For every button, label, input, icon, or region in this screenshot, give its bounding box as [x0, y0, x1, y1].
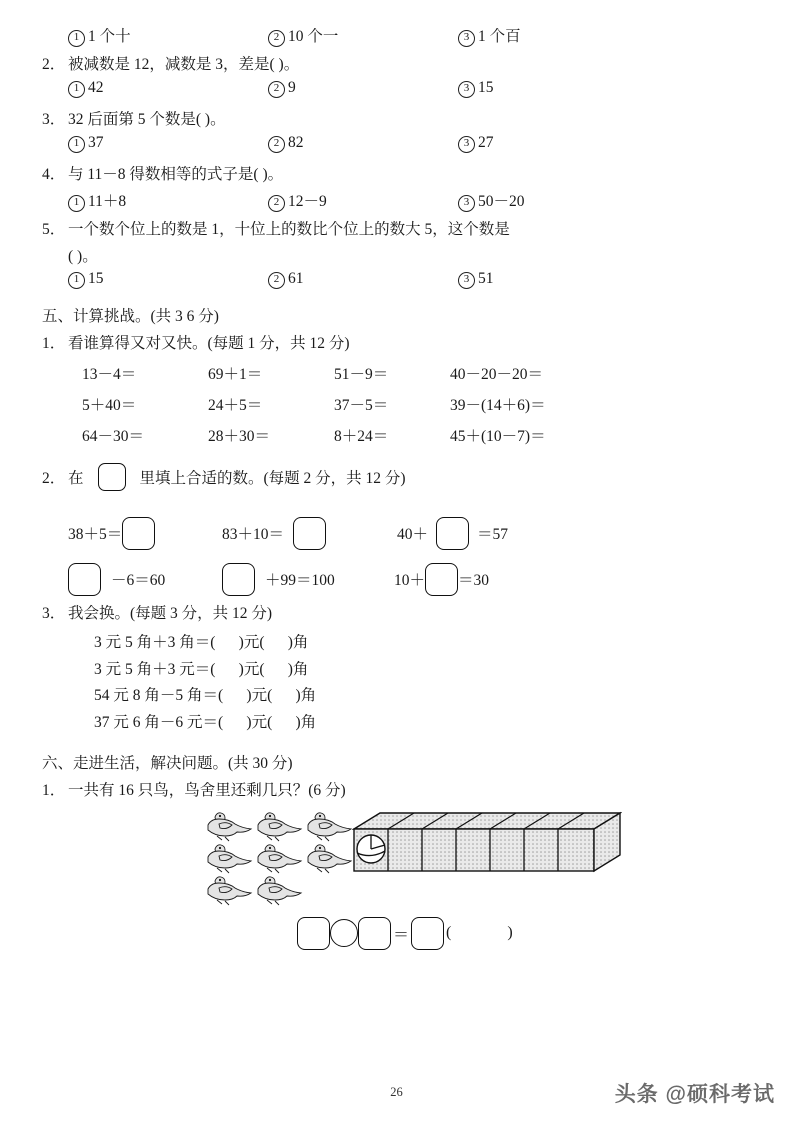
circled-number-1-icon: 1 [68, 30, 85, 47]
bird-icon [205, 875, 253, 906]
arithmetic-problem[interactable]: 24＋5＝ [208, 396, 263, 414]
option-a[interactable] [68, 270, 104, 289]
option-c-label: 1 个百 [478, 28, 521, 45]
subsection-title: 看谁算得又对又快。(每题 1 分，共 12 分) [68, 334, 350, 352]
arithmetic-row [68, 424, 662, 455]
circled-number-1-icon: 1 [68, 136, 85, 153]
bird-icon [255, 811, 303, 842]
option-a-label: 37 [88, 134, 104, 152]
answer-box[interactable] [222, 563, 255, 596]
arithmetic-problem[interactable]: 45＋(10－7)＝ [450, 427, 546, 445]
option-c[interactable] [458, 79, 494, 98]
circled-number-1-icon: 1 [68, 81, 85, 98]
fill-item-4 [68, 563, 165, 596]
expression-suffix: ＋99＝100 [265, 572, 335, 590]
bird-problem-illustration [42, 809, 662, 969]
answer-box[interactable] [98, 463, 126, 491]
option-a[interactable] [68, 79, 104, 98]
arithmetic-problem[interactable]: 13－4＝ [82, 365, 137, 383]
option-b-label: 10 个一 [288, 28, 339, 45]
arithmetic-problem[interactable]: 51－9＝ [334, 365, 389, 383]
page-number: 26 [390, 1085, 403, 1099]
option-b-label: 12－9 [288, 193, 327, 211]
question-5 [42, 217, 662, 242]
answer-box[interactable] [293, 517, 326, 550]
option-b[interactable] [268, 24, 338, 47]
option-a[interactable] [68, 24, 131, 47]
fill-box-grid [42, 505, 662, 601]
circled-number-3-icon: 3 [458, 30, 475, 47]
circled-number-3-icon: 3 [458, 272, 475, 289]
question-text: 一共有 16 只鸟，鸟舍里还剩几只？(6 分) [68, 781, 346, 799]
option-c[interactable] [458, 189, 525, 212]
option-c-label: 27 [478, 134, 494, 152]
option-a[interactable] [68, 189, 126, 212]
section-five-sub3-title [42, 601, 662, 626]
bird-row [205, 843, 355, 875]
circled-number-1-icon: 1 [68, 272, 85, 289]
arithmetic-problem[interactable]: 69＋1＝ [208, 365, 263, 383]
section-six-heading: 六、走进生活，解决问题。(共 30 分) [42, 754, 293, 772]
option-b[interactable] [268, 270, 304, 289]
question-number: 5． [42, 221, 66, 239]
question-4-options [42, 189, 662, 216]
bird-row [205, 811, 355, 843]
bird-icon [255, 875, 303, 906]
fill-item-2 [222, 517, 326, 550]
expression-suffix: －6＝60 [111, 572, 166, 590]
question-4 [42, 162, 662, 187]
question-3 [42, 107, 662, 132]
arithmetic-problem[interactable]: 39－(14＋6)＝ [450, 396, 546, 414]
fill-item-5 [222, 563, 335, 596]
arithmetic-problem[interactable]: 8＋24＝ [334, 427, 389, 445]
subsection-number: 3． [42, 604, 66, 622]
unit-parentheses[interactable]: ( ) [446, 924, 539, 942]
expression-prefix: 83＋10＝ [222, 526, 285, 544]
option-c-label: 50－20 [478, 193, 525, 211]
section-five-heading: 五、计算挑战。(共 3 6 分) [42, 307, 219, 325]
money-conversion-row[interactable]: 37 元 6 角－6 元＝( )元( )角 [94, 713, 317, 731]
circled-number-3-icon: 3 [458, 136, 475, 153]
answer-box[interactable] [122, 517, 155, 550]
circled-number-2-icon: 2 [268, 30, 285, 47]
question-text: 与 11－8 得数相等的式子是( )。 [68, 166, 284, 184]
circled-number-2-icon: 2 [268, 272, 285, 289]
arithmetic-problem[interactable]: 64－30＝ [82, 427, 145, 445]
money-conversion-list [42, 630, 662, 737]
watermark: 头条 @硕科考试 [614, 1083, 775, 1106]
circled-number-1-icon: 1 [68, 195, 85, 212]
circled-number-2-icon: 2 [268, 195, 285, 212]
equals-sign: ＝ [393, 926, 410, 944]
bird-row [205, 875, 355, 907]
money-conversion-row[interactable]: 3 元 5 角＋3 元＝( )元( )角 [94, 660, 309, 678]
subsection-number: 2． [42, 469, 66, 487]
option-a-label: 11＋8 [88, 193, 127, 211]
expression-prefix: 10＋ [394, 572, 426, 590]
question-number: 2． [42, 56, 66, 73]
option-c-label: 51 [478, 269, 494, 287]
bird-icon [305, 811, 353, 842]
circled-number-2-icon: 2 [268, 136, 285, 153]
circled-number-3-icon: 3 [458, 81, 475, 98]
arithmetic-grid [42, 362, 662, 455]
question-5-continuation: ( )。 [68, 248, 98, 266]
bird-icon [305, 843, 353, 874]
expression-prefix: 40＋ [397, 526, 429, 544]
circled-number-3-icon: 3 [458, 195, 475, 212]
option-a-label: 42 [88, 79, 104, 97]
question-text: 被减数是 12，减数是 3，差是( )。 [68, 56, 300, 73]
circled-number-2-icon: 2 [268, 81, 285, 98]
worksheet-content [42, 24, 662, 969]
question-text: 32 后面第 5 个数是( )。 [68, 111, 226, 129]
expression-suffix: ＝30 [458, 572, 490, 590]
fill-item-6 [394, 563, 489, 596]
option-c[interactable] [458, 24, 521, 47]
option-b-label: 9 [288, 79, 296, 97]
option-b-label: 61 [288, 269, 304, 287]
arithmetic-problem[interactable]: 5＋40＝ [82, 396, 137, 414]
question-2-options [42, 79, 662, 106]
expression-prefix: 38＋5＝ [68, 526, 123, 544]
money-conversion-row[interactable]: 54 元 8 角－5 角＝( )元( )角 [94, 687, 317, 705]
birds-group [205, 811, 355, 907]
answer-box[interactable] [68, 563, 101, 596]
option-a-label: 15 [88, 269, 104, 287]
question-3-options [42, 134, 662, 161]
arithmetic-row [68, 393, 662, 424]
arithmetic-problem[interactable]: 40－20－20＝ [450, 365, 544, 383]
question-5-options [42, 270, 662, 297]
answer-box[interactable] [358, 917, 391, 950]
bird-icon [255, 843, 303, 874]
option-b[interactable] [268, 79, 296, 98]
question-number: 3． [42, 111, 66, 129]
question-number: 1． [42, 781, 66, 799]
birdhouse-icon [352, 811, 622, 889]
option-c[interactable] [458, 134, 494, 153]
section-six-question-1 [42, 778, 662, 803]
question-number: 4． [42, 166, 66, 184]
fill-item-3 [397, 517, 508, 550]
question-1-options [42, 24, 662, 51]
money-conversion-row[interactable]: 3 元 5 角＋3 角＝( )元( )角 [94, 633, 309, 651]
arithmetic-row [68, 362, 662, 393]
question-text: 一个数个位上的数是 1，十位上的数比个位上的数大 5，这个数是 [68, 221, 510, 239]
operator-circle-box[interactable] [330, 919, 358, 947]
question-2 [42, 52, 662, 77]
expression-suffix: ＝57 [477, 526, 509, 544]
option-a-label: 1 个十 [88, 28, 131, 45]
option-b-label: 82 [288, 134, 304, 152]
bird-icon [205, 811, 253, 842]
subsection-title-after: 里填上合适的数。(每题 2 分，共 12 分) [139, 469, 406, 487]
section-five-sub2-title [42, 463, 662, 491]
answer-box[interactable] [297, 917, 330, 950]
fill-item-1 [68, 517, 155, 550]
answer-expression-row [297, 917, 539, 950]
answer-box[interactable] [411, 917, 444, 950]
subsection-title-before: 在 [68, 469, 84, 487]
option-a[interactable] [68, 134, 104, 153]
section-five-sub1-title [42, 331, 662, 356]
answer-box[interactable] [425, 563, 458, 596]
option-c[interactable] [458, 270, 494, 289]
subsection-number: 1． [42, 334, 66, 352]
option-c-label: 15 [478, 79, 494, 97]
answer-box[interactable] [436, 517, 469, 550]
option-b[interactable] [268, 134, 304, 153]
subsection-title: 我会换。(每题 3 分，共 12 分) [68, 604, 273, 622]
arithmetic-problem[interactable]: 37－5＝ [334, 396, 389, 414]
bird-icon [205, 843, 253, 874]
arithmetic-problem[interactable]: 28＋30＝ [208, 427, 271, 445]
option-b[interactable] [268, 189, 327, 212]
